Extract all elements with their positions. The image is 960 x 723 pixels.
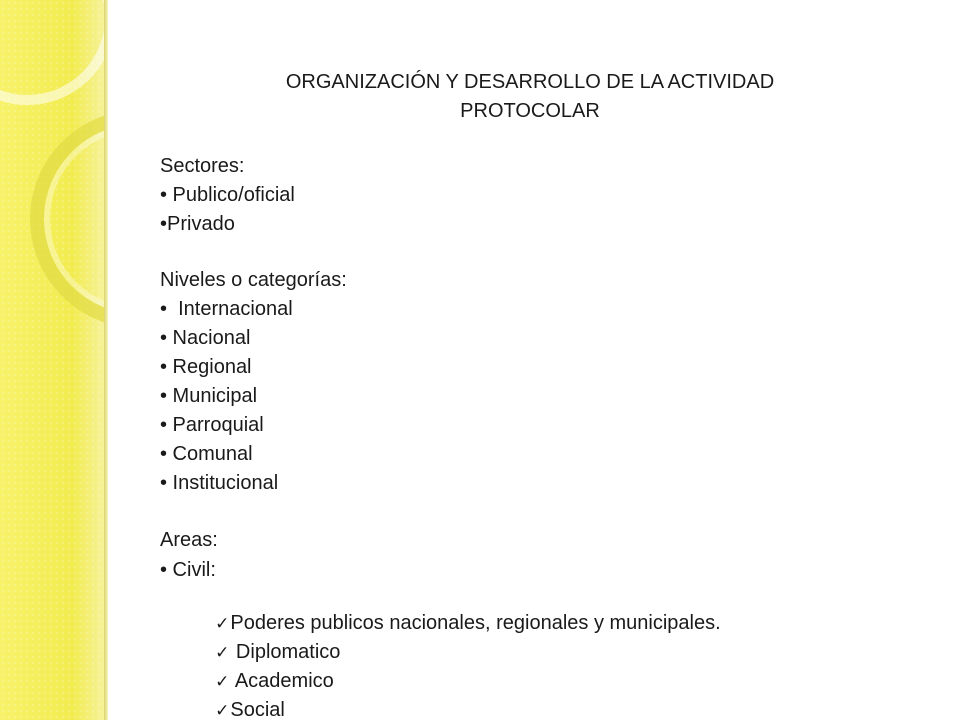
slide-title xyxy=(160,68,900,126)
title-line-2: PROTOCOLAR xyxy=(460,100,600,122)
nivel-item-municipal: • Municipal xyxy=(160,385,258,407)
nivel-item-nacional: • Nacional xyxy=(160,327,251,349)
decorative-ring-top xyxy=(0,0,104,105)
checklist-item-label: Academico xyxy=(230,670,334,692)
area-item-civil: • Civil: xyxy=(160,559,216,581)
sector-item-privado: •Privado xyxy=(160,213,235,235)
areas-heading: Areas: xyxy=(160,529,218,551)
sector-item-publico: • Publico/oficial xyxy=(160,184,295,206)
nivel-item-parroquial: • Parroquial xyxy=(160,414,264,436)
decorative-side-band xyxy=(0,0,104,720)
nivel-item-institucional: • Institucional xyxy=(160,472,279,494)
checklist-item-label: Social xyxy=(230,699,285,721)
nivel-item-regional: • Regional xyxy=(160,356,252,378)
check-icon: ✓ xyxy=(215,614,230,633)
checklist-item xyxy=(204,674,285,723)
nivel-item-comunal: • Comunal xyxy=(160,443,253,465)
checklist-item-label: Poderes publicos nacionales, regionales y municipales. xyxy=(230,612,721,634)
check-icon: ✓ xyxy=(215,701,230,720)
decorative-ring-middle xyxy=(30,110,104,328)
side-band-edge xyxy=(104,0,108,720)
nivel-item-internacional: • Internacional xyxy=(160,298,293,320)
niveles-heading: Niveles o categorías: xyxy=(160,269,347,291)
title-line-1: ORGANIZACIÓN Y DESARROLLO DE LA ACTIVIDAD xyxy=(285,71,775,93)
check-icon: ✓ xyxy=(215,672,230,691)
check-icon: ✓ xyxy=(215,643,230,662)
checklist-item-label: Diplomatico xyxy=(230,641,341,663)
sectores-heading: Sectores: xyxy=(160,155,245,177)
